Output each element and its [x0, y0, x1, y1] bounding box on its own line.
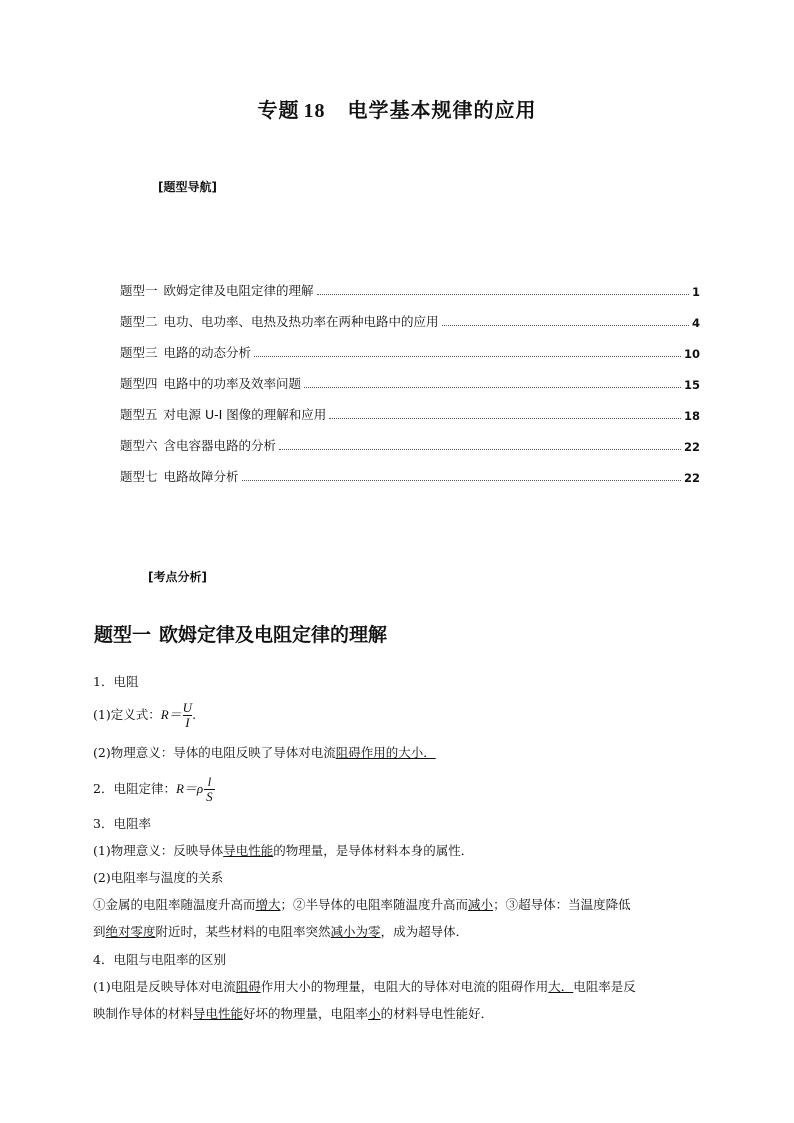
- body-text: ①金属的电阻率随温度升高而: [93, 897, 256, 912]
- toc-title: 电路的动态分析: [163, 345, 252, 360]
- body-text: 的材料导电性能好．: [380, 1006, 494, 1021]
- toc-leader-dots: [442, 325, 689, 326]
- body-text: ；③超导体：当温度降低: [493, 897, 631, 912]
- item3-superconductor-line: [93, 922, 468, 940]
- item1-definition: [93, 701, 196, 730]
- item2-resistance-law: [93, 775, 215, 804]
- toc-label: 题型一: [120, 283, 158, 298]
- formula-lhs: R＝: [160, 707, 182, 722]
- toc-page-number: 4: [691, 316, 700, 330]
- item3-meaning: [93, 841, 473, 859]
- toc-label: 题型六: [120, 438, 158, 453]
- underlined-answer: 减小为零: [330, 924, 381, 939]
- law-label: 2．电阻定律：: [93, 781, 176, 796]
- toc-label: 题型五: [120, 407, 158, 422]
- toc-row[interactable]: [120, 392, 700, 423]
- table-of-contents: [120, 268, 700, 485]
- page-title: [0, 94, 794, 123]
- underlined-answer: 阻碍: [235, 979, 261, 994]
- meaning-text: (2)物理意义：导体的电阻反映了导体对电流: [93, 745, 336, 760]
- definition-label: (1)定义式：: [93, 707, 161, 722]
- title-number: 18: [303, 100, 326, 122]
- formula-lhs: R＝ρ: [175, 781, 204, 796]
- toc-row[interactable]: [120, 361, 700, 392]
- toc-title: 电路中的功率及效率问题: [163, 376, 302, 391]
- toc-row[interactable]: [120, 423, 700, 454]
- section-title: 欧姆定律及电阻定律的理解: [159, 624, 388, 646]
- toc-row[interactable]: [120, 299, 700, 330]
- body-text: (1)电阻是反映导体对电流: [93, 979, 236, 994]
- toc-title: 对电源 U-I 图像的理解和应用: [163, 407, 327, 422]
- underlined-answer: 绝对零度: [105, 924, 156, 939]
- body-text: 电阻率是反: [573, 979, 636, 994]
- toc-title: 电功、电功率、电热及热功率在两种电路中的应用: [163, 314, 439, 329]
- toc-leader-dots: [329, 418, 681, 419]
- toc-label: 题型七: [120, 469, 158, 484]
- body-text: ；②半导体的电阻率随温度升高而: [280, 897, 469, 912]
- toc-page-number: 1: [691, 285, 700, 299]
- body-text: 好坏的物理量，电阻率: [243, 1006, 369, 1021]
- toc-leader-dots: [304, 387, 681, 388]
- underlined-answer: 小: [368, 1006, 381, 1021]
- item1-meaning: [93, 743, 436, 761]
- denominator: S: [206, 789, 213, 804]
- toc-title: 欧姆定律及电阻定律的理解: [163, 283, 314, 298]
- section-label: 题型一: [94, 624, 152, 646]
- underlined-answer: 阻碍作用的大小．: [335, 745, 436, 760]
- title-prefix: 专题: [257, 98, 300, 122]
- toc-page-number: 15: [683, 378, 700, 392]
- underlined-answer: 大．: [548, 979, 574, 994]
- meaning-text: 的物理量，是导体材料本身的属性．: [273, 843, 474, 858]
- item1-heading: 1．电阻: [93, 674, 139, 689]
- toc-title: 含电容器电路的分析: [163, 438, 277, 453]
- formula-fraction: [204, 775, 215, 804]
- toc-page-number: 22: [683, 471, 700, 485]
- item4-line2: [93, 1004, 493, 1022]
- toc-page-number: 18: [683, 409, 700, 423]
- toc-row[interactable]: [120, 454, 700, 485]
- numerator: l: [207, 774, 212, 789]
- body-text: 映制作导体的材料: [93, 1006, 194, 1021]
- body-text: 作用大小的物理量，电阻大的导体对电流的阻碍作用: [260, 979, 549, 994]
- item3-metal-line: [93, 895, 631, 913]
- toc-title: 电路故障分析: [163, 469, 239, 484]
- denominator: I: [185, 715, 190, 730]
- toc-page-number: 22: [683, 440, 700, 454]
- toc-label: 题型四: [120, 376, 158, 391]
- item4-heading: 4．电阻与电阻率的区别: [93, 952, 226, 967]
- title-text: 电学基本规律的应用: [347, 98, 537, 122]
- toc-label: 题型二: [120, 314, 158, 329]
- underlined-answer: 增大: [255, 897, 281, 912]
- item3-temperature: (2)电阻率与温度的关系: [93, 870, 224, 885]
- toc-leader-dots: [254, 356, 681, 357]
- formula-fraction: [183, 701, 192, 730]
- body-text: ，成为超导体．: [380, 924, 469, 939]
- formula-end: .: [192, 707, 197, 722]
- analysis-heading: [考点分析]: [148, 570, 207, 584]
- meaning-text: (1)物理意义：反映导体: [93, 843, 224, 858]
- toc-page-number: 10: [683, 347, 700, 361]
- toc-leader-dots: [242, 480, 681, 481]
- toc-leader-dots: [279, 449, 681, 450]
- toc-row[interactable]: [120, 330, 700, 361]
- body-text: 附近时，某些材料的电阻率突然: [155, 924, 331, 939]
- item3-heading: 3．电阻率: [93, 816, 151, 831]
- section-heading: [94, 620, 387, 647]
- item4-line1: [93, 977, 636, 995]
- underlined-answer: 导电性能: [223, 843, 274, 858]
- nav-heading: [题型导航]: [158, 180, 217, 194]
- toc-leader-dots: [317, 294, 689, 295]
- toc-label: 题型三: [120, 345, 158, 360]
- underlined-answer: 导电性能: [193, 1006, 244, 1021]
- toc-row[interactable]: [120, 268, 700, 299]
- numerator: U: [182, 700, 193, 715]
- underlined-answer: 减小: [468, 897, 494, 912]
- body-text: 到: [93, 924, 106, 939]
